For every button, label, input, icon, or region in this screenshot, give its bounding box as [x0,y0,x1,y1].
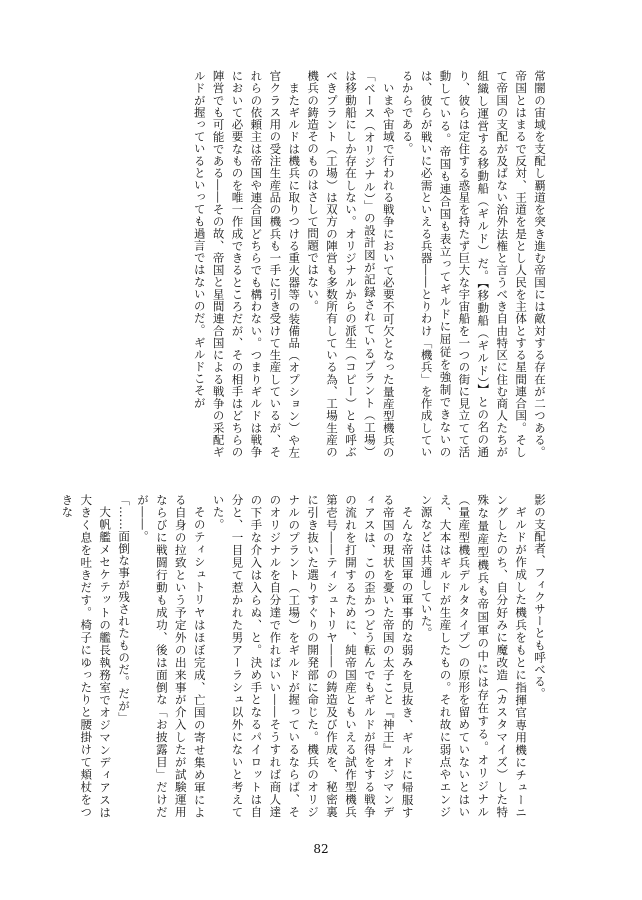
paragraph: そのティシュトリヤはほぼ完成、亡国の寄せ集め軍による自身の拉致という予定外の出来事が介入したが試験運用ならびに戦闘行動も成功、後は面倒な「お披露目」だけだが――。 [135,494,207,818]
page-number: 82 [313,842,329,856]
dialogue-line: 「……面倒な事が残されたものだ。だが」 [117,494,132,724]
upper-text-block [89,70,549,458]
paragraph: ギルドが作成した機兵をもとに指揮官専用機にチューニングしたのち、自分好みに魔改造（カスタマイズ）した特殊な量産型機兵も帝国軍の中には存在する。オリジナル（量産型機兵デルタタイプ）の原形を留めていないとはいえ、大本はギルドが生産したもの。それ故に弱点やエンジン源などは共通していた。 [419,494,529,818]
lower-text-block [60,494,549,818]
paragraph: 大帆艦メセケテットの艦長執務室でオジマンディアスは大きく息を吐きだす。椅子にゆったりと腰掛けて頬杖をつきな [60,494,113,818]
paragraph: 影の支配者、フィクサーとも呼べる。 [533,494,547,700]
paragraph: 常闇の宙域を支配し覇道を突き進む帝国には敵対する存在が二つある。帝国とはまるで反対、王道を是とし人民を主体とする星間連合国。そして帝国の支配が及ばない治外法権と言うべき自由特区に住む商人たちが組織し運営する移動船（ギルド）だ。【移動船（ギルド）】との名の通り、彼らは定住する惑星を持たず巨大な宇宙船を一つの街に見立てて活動している。帝国も連合国も表立ってギルドに屈従を強制できないのは、彼らが戦いに必需といえる兵器――とりわけ「機兵」を作成しているからである。 [400,70,547,458]
paragraph: またギルドは機兵に取りつける重火器等の装備品（オプション）や左官クラス用の受注生産品の機兵も一手に引き受けて生産しているが、それらの依頼主は帝国や連合国どちらでも構わない。つまりギルドは戦争において必要なものを唯一作成できるところだが、その相手はどちらの陣営でも可能である――その故、帝国と星間連合国による戦争の采配ギルドが握っているといっても過言ではないのだ。ギルドこそが [192,70,302,458]
paragraph: そんな帝国軍の軍事的な弱みを見抜き、ギルドに帰服する帝国の現状を憂いた帝国の太子こと『神王』オジマンディアスは、この歪かつどう転んでもギルドが得をする戦争の流れを打開するために、純帝国産ともいえる試作型機兵第壱号――ティシュトリヤ――の鋳造及び作成を、秘密裏に引き抜いた選りすぐりの開発部に命じた。機兵のオリジナルのプラント（工場）をギルドが握っているならば、そのオリジナルを自分達で作ればいい――そうすれば商人達の下手な介入は入らぬ、と。決め手となるパイロットは自分と、一目見て惹かれた男アーラシュ以外にないと考えていた。 [211,494,415,818]
paragraph: いまや宙域で行われる戦争において必要不可欠となった量産型機兵の「ベース（オリジナル）」の設計図が記録されているプラント（工場）は移動船にしか存在しない。オリジナルからの派生（コピー）とも呼ぶべきプラント（工場）は双方の陣営も多数所有している為、工場生産の機兵の鋳造そのものはさして問題ではない。 [306,70,396,458]
